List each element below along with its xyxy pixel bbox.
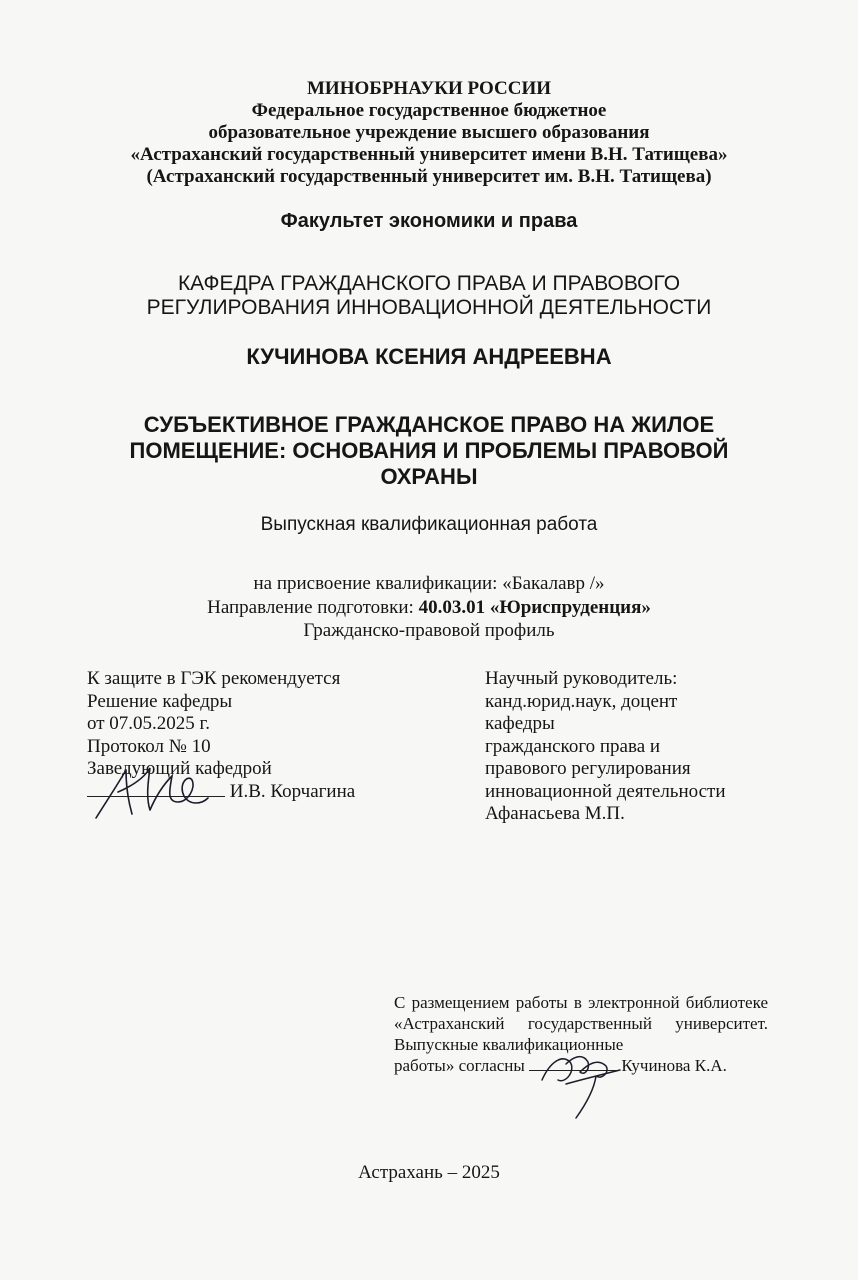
- faculty-name: Факультет экономики и права: [280, 210, 578, 232]
- supervisor-name: Афанасьева М.П.: [485, 803, 625, 824]
- city-year: Астрахань – 2025: [358, 1162, 500, 1183]
- supervisor-degree: канд.юрид.наук, доцент: [485, 690, 678, 712]
- direction-label: Направление подготовки:: [207, 597, 419, 618]
- university-full-name: «Астраханский государственный университет имени В.Н. Татищева»: [130, 144, 728, 165]
- thesis-title: [0, 412, 858, 490]
- direction-value: 40.03.01 «Юриспруденция»: [418, 597, 651, 618]
- student-name: Кучинова К.А.: [617, 1056, 727, 1075]
- signature-underline: [87, 782, 225, 797]
- thesis-title-line-1: СУБЪЕКТИВНОЕ ГРАЖДАНСКОЕ ПРАВО НА ЖИЛОЕ: [143, 412, 715, 437]
- institution-line-2: образовательное учреждение высшего образования: [208, 122, 650, 143]
- qualification: на присвоение квалификации: «Бакалавр /»: [253, 573, 605, 594]
- direction: [0, 596, 858, 620]
- signature-underline: [529, 1056, 617, 1071]
- department-line-2: РЕГУЛИРОВАНИЯ ИННОВАЦИОННОЙ ДЕЯТЕЛЬНОСТИ: [146, 296, 712, 319]
- supervisor-dept-line-2: гражданского права и: [485, 735, 661, 757]
- department-name: [0, 272, 858, 320]
- decision-date: от 07.05.2025 г.: [87, 713, 210, 734]
- ministry-name: МИНОБРНАУКИ РОССИИ: [306, 78, 552, 99]
- head-signature-line: [87, 781, 417, 804]
- consent-prefix: работы» согласны: [394, 1056, 525, 1075]
- supervisor-dept-line-3: правового регулирования: [485, 758, 691, 779]
- consent-signature-line: [394, 1055, 768, 1076]
- defense-recommendation-block: [87, 668, 417, 803]
- author-name: КУЧИНОВА КСЕНИЯ АНДРЕЕВНА: [246, 344, 612, 369]
- supervisor-block: [485, 668, 805, 826]
- department-decision: Решение кафедры: [87, 690, 233, 712]
- document-header: [0, 78, 858, 188]
- profile: Гражданско-правовой профиль: [303, 620, 555, 641]
- university-short-name: (Астраханский государственный университет им. В.Н. Татищева): [146, 166, 712, 187]
- supervisor-label: Научный руководитель:: [485, 668, 678, 689]
- consent-text: С размещением работы в электронной библиотеке «Астраханский государственный университет. Выпускные квалификационные: [394, 993, 768, 1054]
- head-of-department-name: И.В. Корчагина: [225, 780, 356, 802]
- thesis-title-line-3: ОХРАНЫ: [380, 464, 478, 489]
- publication-consent: [394, 992, 768, 1076]
- protocol-number: Протокол № 10: [87, 735, 211, 757]
- institution-line-1: Федеральное государственное бюджетное: [251, 100, 607, 121]
- supervisor-dept-line-1: кафедры: [485, 713, 555, 734]
- department-line-1: КАФЕДРА ГРАЖДАНСКОГО ПРАВА И ПРАВОВОГО: [177, 272, 681, 295]
- recommendation-text: К защите в ГЭК рекомендуется: [87, 668, 341, 689]
- supervisor-dept-line-4: инновационной деятельности: [485, 780, 726, 802]
- work-type: Выпускная квалификационная работа: [260, 514, 598, 535]
- thesis-title-line-2: ПОМЕЩЕНИЕ: ОСНОВАНИЯ И ПРОБЛЕМЫ ПРАВОВОЙ: [129, 438, 729, 463]
- qualification-block: [0, 572, 858, 620]
- head-of-department-label: Заведующий кафедрой: [87, 758, 272, 779]
